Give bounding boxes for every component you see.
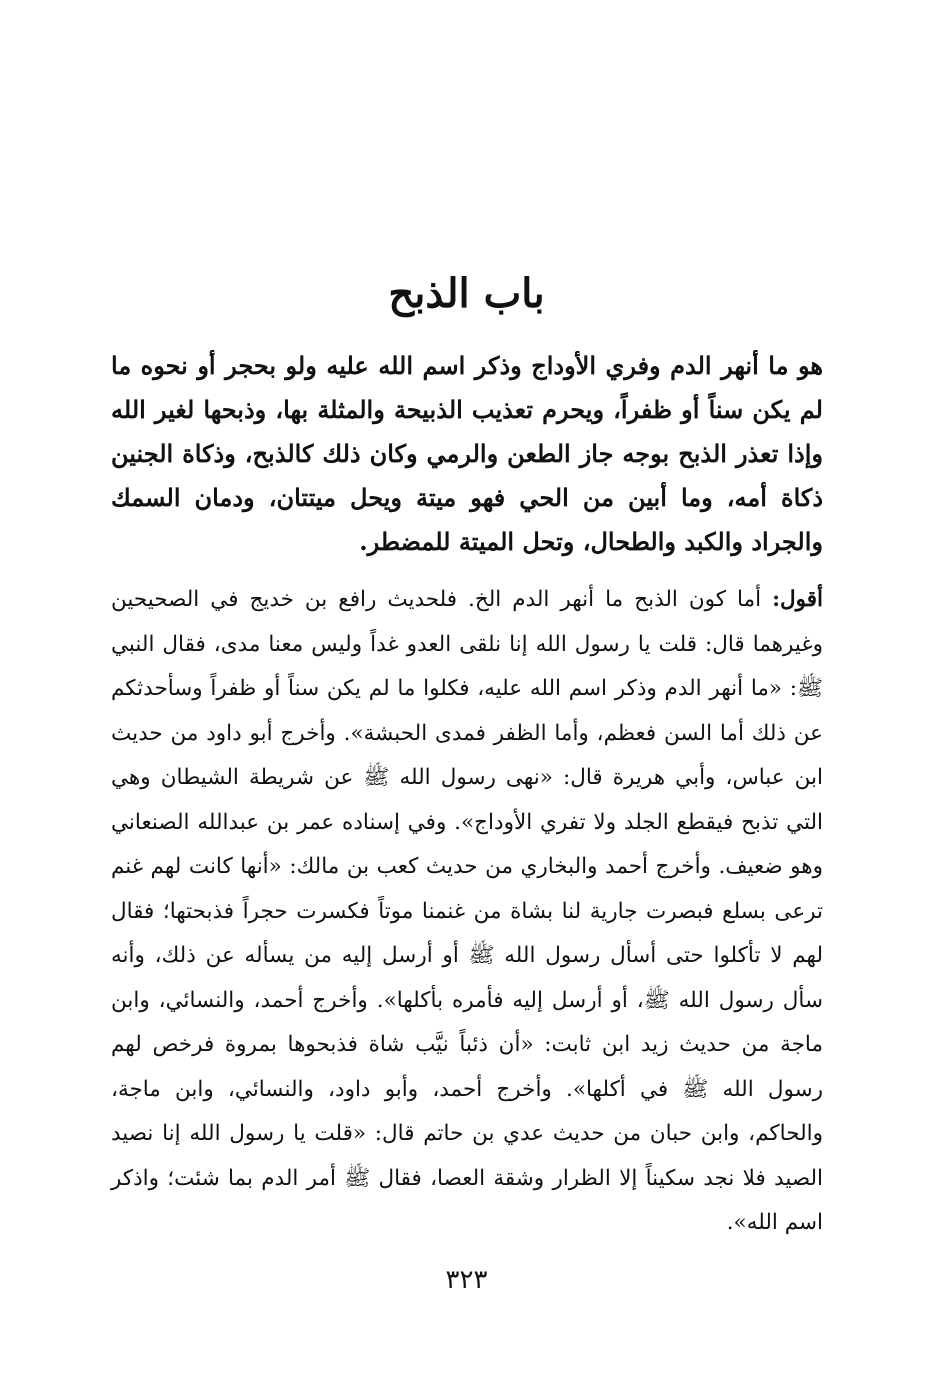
commentary-lead-word: أقول: — [772, 587, 823, 612]
commentary-paragraph — [111, 578, 823, 1246]
page-number: ٣٢٣ — [445, 1265, 488, 1295]
commentary-text: أما كون الذبح ما أنهر الدم الخ. فلحديث رافع بن خديج في الصحيحين وغيرهما قال: قلت يا رسول الله إنا نلقى العدو غداً وليس معنا مدى، فقال النبي ﷺ: «ما أنهر الدم وذكر اسم الله عليه، فكلوا ما لم يكن سناً أو ظفراً وسأحدثكم عن ذلك أما السن فعظم، وأما الظفر فمدى الحبشة». وأخرج أبو داود من حديث ابن عباس، وأبي هريرة قال: «نهى رسول الله ﷺ عن شريطة الشيطان وهي التي تذبح فيقطع الجلد ولا تفري الأوداج». وفي إسناده عمر بن عبدالله الصنعاني وهو ضعيف. وأخرج أحمد والبخاري من حديث كعب بن مالك: «أنها كانت لهم غنم ترعى بسلع فبصرت جارية لنا بشاة من غنمنا موتاً فكسرت حجراً فذبحتها؛ فقال لهم لا تأكلوا حتى أسأل رسول الله ﷺ أو أرسل إليه من يسأله عن ذلك، وأنه سأل رسول الله ﷺ، أو أرسل إليه فأمره بأكلها». وأخرج أحمد، والنسائي، وابن ماجة من حديث زيد ابن ثابت: «أن ذئباً نيَّب شاة فذبحوها بمروة فرخص لهم رسول الله ﷺ في أكلها». وأخرج أحمد، وأبو داود، والنسائي، وابن ماجة، والحاكم، وابن حبان من حديث عدي بن حاتم قال: «قلت يا رسول الله إنا نصيد الصيد فلا نجد سكيناً إلا الظرار وشقة العصا، فقال ﷺ أمر الدم بما شئت؛ واذكر اسم الله». — [111, 587, 823, 1235]
matn-text: هو ما أنهر الدم وفري الأوداج وذكر اسم الله عليه ولو بحجر أو نحوه ما لم يكن سناً أو ظفراً، ويحرم تعذيب الذبيحة والمثلة بها، وذبحها لغير الله وإذا تعذر الذبح بوجه جاز الطعن والرمي وكان ذلك كالذبح، وذكاة الجنين ذكاة أمه، وما أبين من الحي فهو ميتة ويحل ميتتان، ودمان السمك والجراد والكبد والطحال، وتحل الميتة للمضطر. — [111, 351, 824, 556]
chapter-title: باب الذبح — [388, 270, 545, 317]
